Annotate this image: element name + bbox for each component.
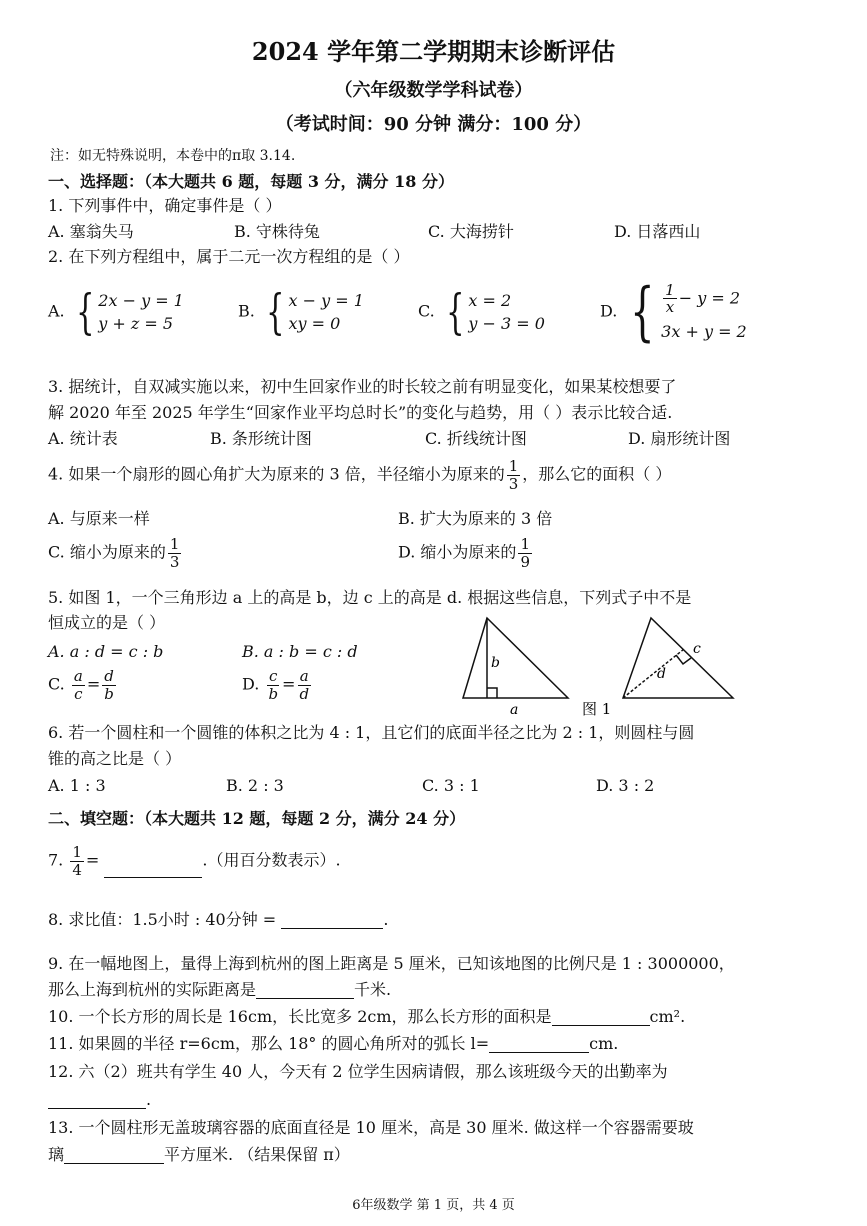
question-9-line2: 那么上海到杭州的实际距离是 千米. [48,980,392,999]
question-4-option-d: D. 缩小为原来的 $\frac{1}{9}$ [398,535,530,571]
question-5-option-c: C. $\frac{a}{c}$ = $\frac{d}{b}$ [48,667,114,703]
question-7: 7. $\frac{1}{4}$ = .（用百分数表示）. [48,843,341,879]
question-11: 11. 如果圆的半径 r=6cm，那么 18° 的圆心角所对的弧长 l= cm. [48,1034,619,1053]
question-4-option-a: A. 与原来一样 [48,509,150,528]
question-2-option-a: A. { 2x − y = 1 y + z = 5 [48,284,184,340]
question-2-stem: 2. 在下列方程组中，属于二元一次方程组的是（ ） [48,247,410,266]
note: 注：如无特殊说明，本卷中的π取 3.14. [50,148,296,164]
question-8: 8. 求比值：1.5小时 : 40分钟 = . [48,910,389,929]
question-11-blank[interactable] [489,1036,589,1053]
section-heading-fill: 二、填空题：（本大题共 12 题，每题 2 分，满分 24 分） [48,809,466,828]
figure-label-c: c [693,641,701,657]
page-subtitle: （六年级数学学科试卷） [334,80,533,101]
question-2-option-c: C. { x = 2 y − 3 = 0 [418,284,545,340]
triangle-right [623,618,733,698]
question-1-option-a: A. 塞翁失马 [48,222,134,241]
question-5-option-d: D. $\frac{c}{b}$ = $\frac{a}{d}$ [242,667,310,703]
figure-label-a: a [510,702,519,718]
question-8-blank[interactable] [281,912,383,929]
page-title: 2024 学年第二学期期末诊断评估 [251,37,616,66]
question-1-option-d: D. 日落西山 [614,222,701,241]
question-4-option-c: C. 缩小为原来的 $\frac{1}{3}$ [48,535,180,571]
question-12-line2: . [48,1090,151,1109]
question-13-line2: 璃 平方厘米. （结果保留 π） [48,1145,350,1164]
question-4-stem: 4. 如果一个扇形的圆心角扩大为原来的 3 倍，半径缩小为原来的 $\frac{1}{3}$ ，那么它的面积（ ） [48,457,672,493]
triangle-left [463,618,568,698]
question-3-option-d: D. 扇形统计图 [628,429,731,448]
question-9-line1: 9. 在一幅地图上，量得上海到杭州的图上距离是 5 厘米，已知该地图的比例尺是 1 : 3000000， [48,954,735,973]
question-3-line1: 3. 据统计，自双减实施以来，初中生回家作业的时长较之前有明显变化，如果某校想要了 [48,377,677,396]
question-3-option-b: B. 条形统计图 [210,429,312,448]
exam-info: （考试时间：90 分钟 满分：100 分） [275,114,592,135]
question-5-line2: 恒成立的是（ ） [48,613,166,632]
question-6-line1: 6. 若一个圆柱和一个圆锥的体积之比为 4 : 1，且它们的底面半径之比为 2 : 1，则圆柱与圆 [48,723,695,742]
question-1-stem: 1. 下列事件中，确定事件是（ ） [48,196,282,215]
question-5-option-b: B. a : b = c : d [242,642,358,661]
question-12-blank[interactable] [48,1092,146,1109]
figure-label-b: b [491,655,500,671]
question-2-option-d: D. { $\frac{1}{x}$ − y = 2 3x + y = 2 [600,275,747,349]
figure-label-d: d [657,666,666,682]
question-12-line1: 12. 六（2）班共有学生 40 人，今天有 2 位学生因病请假，那么该班级今天的出勤率为 [48,1062,668,1081]
question-7-blank[interactable] [104,861,202,878]
question-2-option-b: B. { x − y = 1 xy = 0 [238,284,364,340]
question-13-blank[interactable] [64,1147,164,1164]
question-1-option-b: B. 守株待兔 [234,222,320,241]
section-heading-choice: 一、选择题：（本大题共 6 题，每题 3 分，满分 18 分） [48,172,454,191]
question-3-option-c: C. 折线统计图 [425,429,527,448]
question-6-option-d: D. 3 : 2 [596,776,655,795]
question-6-option-c: C. 3 : 1 [422,776,480,795]
question-5-line1: 5. 如图 1，一个三角形边 a 上的高是 b，边 c 上的高是 d. 根据这些信息，下列式子中不是 [48,588,692,607]
question-3-option-a: A. 统计表 [48,429,118,448]
question-1-option-c: C. 大海捞针 [428,222,514,241]
question-10-blank[interactable] [552,1009,650,1026]
question-3-line2: 解 2020 年至 2025 年学生“回家作业平均总时长”的变化与趋势，用（ ）表示比较合适. [48,403,673,422]
question-6-option-a: A. 1 : 3 [48,776,106,795]
question-4-option-b: B. 扩大为原来的 3 倍 [398,509,553,528]
figure-1-triangles [455,610,755,720]
question-10: 10. 一个长方形的周长是 16cm，长比宽多 2cm，那么长方形的面积是 cm². [48,1007,686,1026]
question-6-line2: 锥的高之比是（ ） [48,749,182,768]
question-9-blank[interactable] [256,982,354,999]
question-6-option-b: B. 2 : 3 [226,776,284,795]
question-5-option-a: A. a : d = c : b [48,642,164,661]
figure-caption: 图 1 [582,700,612,718]
page-footer: 6年级数学 第 1 页，共 4 页 [352,1198,515,1213]
question-13-line1: 13. 一个圆柱形无盖玻璃容器的底面直径是 10 厘米，高是 30 厘米. 做这样一个容器需要玻 [48,1118,694,1137]
